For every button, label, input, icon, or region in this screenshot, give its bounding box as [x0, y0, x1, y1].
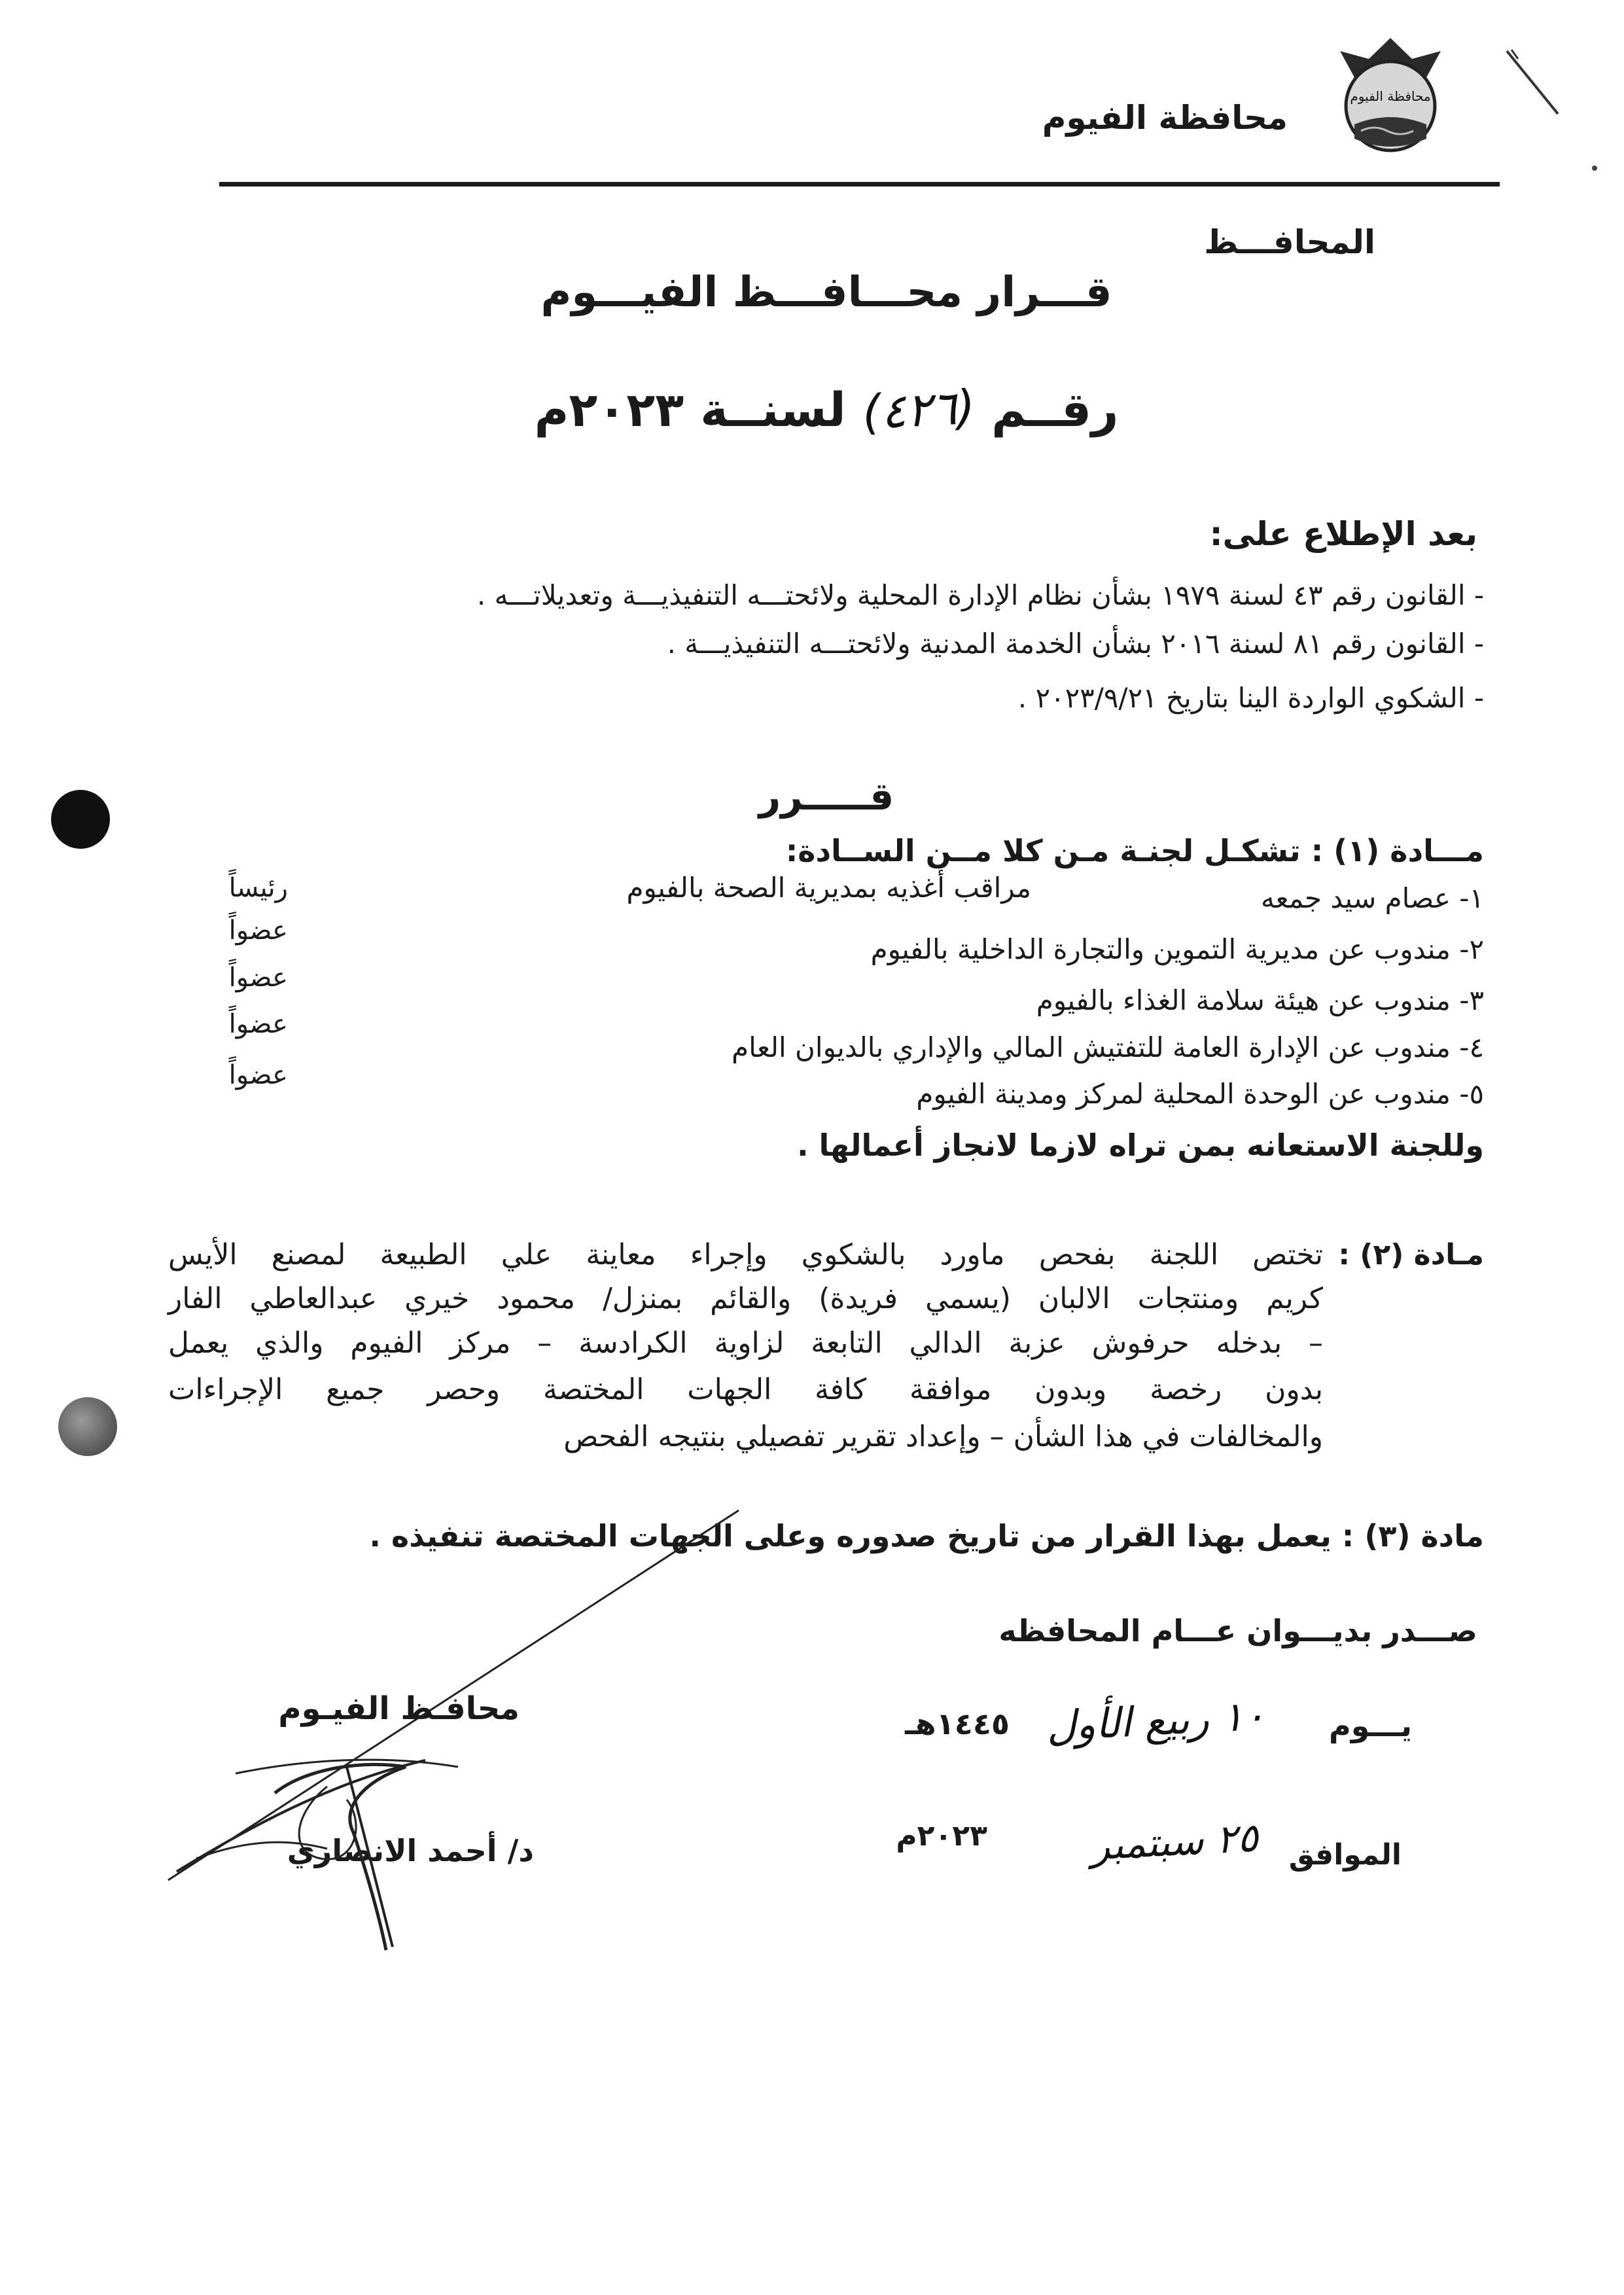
article-2-line: كريم ومنتجات الالبان (يسمي فريدة) والقائم بمنزل/ محمود خيري عبدالعاطي الفار — [168, 1282, 1323, 1315]
hole-punch — [58, 1397, 117, 1456]
issued-place: صـــدر بديـــوان عـــام المحافظه — [998, 1613, 1477, 1648]
member-name: ٤- مندوب عن الإدارة العامة للتفتيش المالي والإداري بالديوان العام — [732, 1031, 1484, 1063]
member-name: ٥- مندوب عن الوحدة المحلية لمركز ومدينة الفيوم — [916, 1078, 1484, 1110]
article-3 — [370, 1518, 1485, 1554]
corresponding-label: الموافق — [1288, 1838, 1402, 1872]
article-1-text: تشكـل لجنـة مـن كلا مــن الســادة: — [785, 833, 1301, 868]
article-3-label: مادة (٣) : — [1341, 1518, 1484, 1554]
preamble-item: - الشكوي الواردة الينا بتاريخ ٢٠٢٣/٩/٢١ . — [1017, 682, 1484, 714]
decree-number-label: رقــم — [991, 382, 1119, 437]
member-role: عضواً — [228, 1009, 288, 1039]
preamble-heading: بعد الإطلاع على: — [1209, 515, 1477, 553]
signatory-title: محافـظ الفيـوم — [278, 1690, 520, 1727]
member-role: عضواً — [228, 916, 288, 946]
member-role: عضواً — [228, 1060, 288, 1090]
hijri-date-handwritten: ١٠ ربيع الأول — [1045, 1691, 1267, 1751]
governorate-header: محافظة الفيوم — [1042, 99, 1288, 137]
decided-heading: قـــــرر — [758, 774, 894, 819]
article-2-line: والمخالفات في هذا الشأن – وإعداد تقرير تفصيلي بنتيجه الفحص — [563, 1420, 1323, 1453]
governorate-emblem — [1328, 33, 1453, 164]
article-2-line: بدون رخصة وبدون موافقة كافة الجهات المختصة وحصر جميع الإجراءات — [168, 1373, 1323, 1406]
article-2-line: تختص اللجنة بفحص ماورد بالشكوي وإجراء معاينة علي الطبيعة لمصنع الأيس — [168, 1238, 1323, 1272]
gregorian-year: ٢٠٢٣م — [896, 1819, 987, 1853]
article-2-label: مـادة (٢) : — [1338, 1238, 1484, 1272]
member-role: عضواً — [228, 963, 288, 993]
preamble-item: - القانون رقم ٨١ لسنة ٢٠١٦ بشأن الخدمة المدنية ولائحتـــه التنفيذيـــة . — [667, 628, 1484, 660]
member-detail: مراقب أغذيه بمديرية الصحة بالفيوم — [626, 872, 1031, 904]
signatory-name: د/ أحمد الانصاري — [287, 1833, 534, 1868]
decree-title: قـــرار محـــافـــظ الفيـــوم — [540, 268, 1112, 317]
emblem-text: محافظة الفيوم — [1350, 88, 1431, 104]
preamble-item: - القانون رقم ٤٣ لسنة ١٩٧٩ بشأن نظام الإدارة المحلية ولائحتـــه التنفيذيـــة وتعديلاتـــه . — [476, 579, 1484, 611]
decree-number: (٤٢٦) — [860, 379, 977, 440]
decree-year: لسنــة ٢٠٢٣م — [534, 382, 846, 437]
hole-punch — [51, 790, 110, 849]
issued-day-label: يـــوم — [1329, 1708, 1412, 1743]
decree-number-line — [172, 379, 1481, 440]
article-3-text: يعمل بهذا القرار من تاريخ صدوره وعلى الجهات المختصة تنفيذه . — [369, 1518, 1332, 1554]
member-name: ١- عصام سيد جمعه — [1261, 882, 1484, 914]
member-role: رئيساً — [228, 873, 288, 903]
article-2-line: – بدخله حرفوش عزبة الدالي التابعة لزاوية الكرادسة – مركز الفيوم والذي يعمل — [168, 1326, 1323, 1360]
member-name: ٣- مندوب عن هيئة سلامة الغذاء بالفيوم — [1036, 984, 1484, 1016]
gregorian-date-handwritten: ٢٥ سبتمبر — [1089, 1815, 1260, 1870]
article-1-label: مـــادة (١) : — [1311, 833, 1484, 868]
article-1-note: وللجنة الاستعانه بمن تراه لازما لانجاز أعمالها . — [797, 1128, 1484, 1163]
hijri-date-wrapper — [1045, 1691, 1267, 1751]
gregorian-date-wrapper — [1089, 1815, 1260, 1870]
member-name: ٢- مندوب عن مديرية التموين والتجارة الداخلية بالفيوم — [870, 933, 1484, 965]
hijri-year: ١٤٤٥هـ — [905, 1706, 1010, 1741]
office-title: المحافـــظ — [1204, 223, 1375, 261]
pen-mark — [1498, 46, 1603, 177]
header-divider — [219, 182, 1500, 187]
article-1-heading — [786, 833, 1484, 869]
